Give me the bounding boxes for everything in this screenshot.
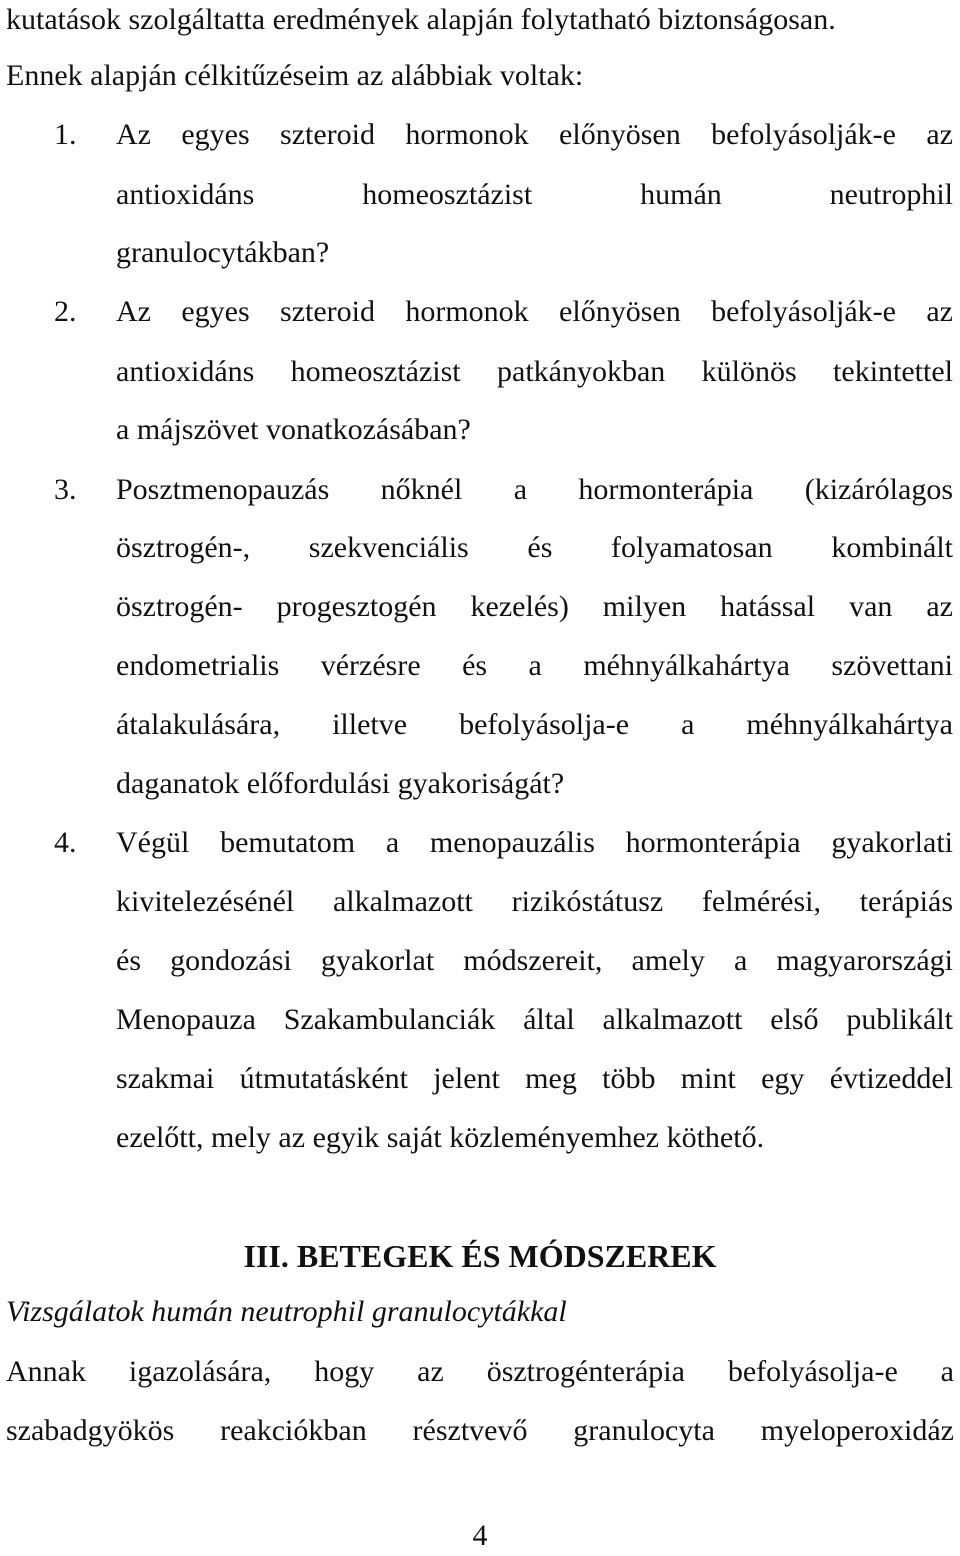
goal-3-line-3: ösztrogén- progesztogén kezelés) milyen hatással van az bbox=[116, 590, 953, 623]
intro-line-2: Ennek alapján célkitűzéseim az alábbiak voltak: bbox=[6, 59, 584, 92]
goal-3-line-1: Posztmenopauzás nőknél a hormonterápia (kizárólagos bbox=[116, 473, 953, 506]
goal-2-line-1: Az egyes szteroid hormonok előnyösen befolyásolják-e az bbox=[116, 295, 953, 328]
body-line-2: szabadgyökös reakciókban résztvevő granulocyta myeloperoxidáz bbox=[6, 1414, 954, 1447]
goal-1-number: 1. bbox=[54, 118, 77, 151]
goal-3-line-2: ösztrogén-, szekvenciális és folyamatosan kombinált bbox=[116, 531, 953, 564]
goal-4-line-1: Végül bemutatom a menopauzális hormonterápia gyakorlati bbox=[116, 826, 953, 859]
body-line-1: Annak igazolására, hogy az ösztrogénterápia befolyásolja-e a bbox=[6, 1355, 954, 1388]
goal-4-line-4: Menopauza Szakambulanciák által alkalmazott első publikált bbox=[116, 1003, 953, 1036]
intro-line-1: kutatások szolgáltatta eredmények alapján folytatható biztonságosan. bbox=[6, 3, 836, 36]
page-number: 4 bbox=[472, 1519, 488, 1552]
goal-4-number: 4. bbox=[54, 826, 77, 859]
goal-4-line-3: és gondozási gyakorlat módszereit, amely a magyarországi bbox=[116, 944, 953, 977]
goal-4-line-2: kivitelezésénél alkalmazott rizikóstátusz felmérési, terápiás bbox=[116, 885, 953, 918]
section-subheading: Vizsgálatok humán neutrophil granulocytákkal bbox=[6, 1295, 567, 1328]
section-heading: III. BETEGEK ÉS MÓDSZEREK bbox=[243, 1238, 717, 1274]
goal-1-line-1: Az egyes szteroid hormonok előnyösen befolyásolják-e az bbox=[116, 118, 953, 151]
goal-3-line-6: daganatok előfordulási gyakoriságát? bbox=[116, 767, 565, 800]
goal-3-line-5: átalakulására, illetve befolyásolja-e a méhnyálkahártya bbox=[116, 708, 953, 741]
goal-3-number: 3. bbox=[54, 473, 77, 506]
goal-2-line-3: a májszövet vonatkozásában? bbox=[116, 413, 471, 446]
goal-2-line-2: antioxidáns homeosztázist patkányokban különös tekintettel bbox=[116, 355, 953, 388]
goal-1-line-3: granulocytákban? bbox=[116, 236, 330, 269]
goal-4-line-6: ezelőtt, mely az egyik saját közleményemhez köthető. bbox=[116, 1121, 765, 1154]
goal-3-line-4: endometrialis vérzésre és a méhnyálkahártya szövettani bbox=[116, 649, 953, 682]
goal-4-line-5: szakmai útmutatásként jelent meg több mint egy évtizeddel bbox=[116, 1062, 953, 1095]
goal-1-line-2: antioxidáns homeosztázist humán neutrophil bbox=[116, 178, 953, 211]
goal-2-number: 2. bbox=[54, 295, 77, 328]
